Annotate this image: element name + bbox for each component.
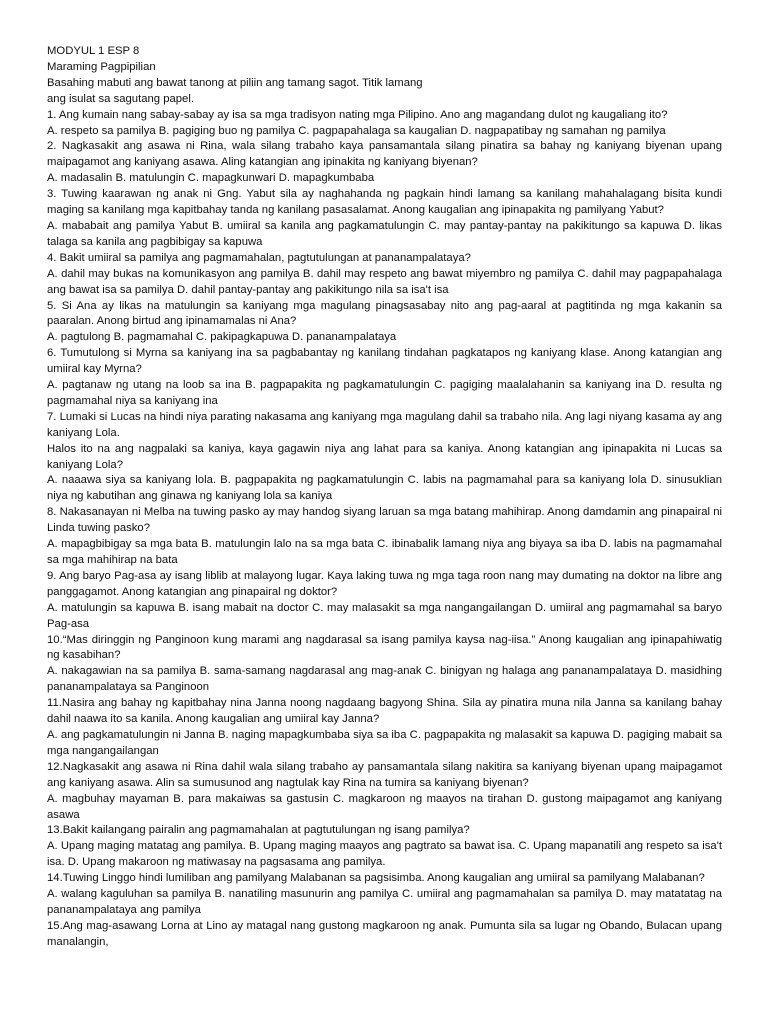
module-title: MODYUL 1 ESP 8	[47, 45, 140, 57]
choices-2: A. madasalin B. matulungin C. mapagkunwari D. mapagkumbaba	[47, 172, 375, 185]
question-4: 4. Bakit umiiral sa pamilya ang pagmamahalan, pagtutulungan at pananampalataya?	[47, 251, 471, 264]
question-15: 15.Ang mag-asawang Lorna at Lino ay matagal nang gustong magkaroon ng anak. Pumunta sila sa lugar ng Obando, Bulacan upang manalangin,	[47, 919, 722, 948]
choices-11: A. ang pagkamatulungin ni Janna B. naging mapagkumbaba siya sa iba C. pagpapakita ng malasakit sa kapuwa D. pagiging mabait sa mga nangangailangan	[47, 728, 722, 757]
question-10: 10.“Mas diringgin ng Panginoon kung marami ang nagdarasal sa isang pamilya kaysa nag-iisa.” Anong kaugalian ang ipinapahiwatig ng kasabihan?	[47, 633, 722, 662]
choices-5: A. pagtulong B. pagmamahal C. pakipagkapuwa D. pananampalataya	[47, 331, 397, 344]
section-title: Maraming Pagpipilian	[47, 60, 156, 73]
question-14: 14.Tuwing Linggo hindi lumiliban ang pamilyang Malabanan sa pagsisimba. Anong kaugalian ang umiiral sa pamilyang Malabanan?	[47, 872, 705, 885]
choices-6: A. pagtanaw ng utang na loob sa ina B. pagpapakita ng pagkamatulungin C. pagiging maalalahanin sa kaniyang ina D. resulta ng pagmamahal niya sa kaniyang ina	[47, 379, 722, 407]
choices-8: A. mapagbibigay sa mga bata B. matulungin lalo na sa mga bata C. ibinabalik lamang niya ang biyaya sa iba D. labis na pagmamahal sa mga mahihirap na bata	[47, 538, 722, 566]
question-8: 8. Nakasanayan ni Melba na tuwing pasko ay may handog siyang laruan sa mga batang mahihirap. Anong damdamin ang pinapairal ni Linda tuwing pasko?	[47, 506, 722, 535]
question-7: 7. Lumaki si Lucas na hindi niya parating nakasama ang kaniyang mga magulang dahil sa trabaho nila. Ang lagi niyang kasama ay ang kaniyang Lola.	[47, 410, 722, 439]
document-header	[47, 44, 722, 108]
question-11: 11.Nasira ang bahay ng kapitbahay nina Janna noong nagdaang bagyong Shina. Sila ay pinatira muna nila Janna sa kanilang bahay dahil naawa ito sa kanila. Anong kaugalian ang umiiral kay Janna?	[47, 697, 722, 726]
choices-4: A. dahil may bukas na komunikasyon ang pamilya B. dahil may respeto ang bawat miyembro ng pamilya C. dahil may pagpapahalaga ang bawat isa sa pamilya D. dahil pantay-pantay ang pakikitungo nila sa isa't isa	[47, 267, 722, 296]
question-5: 5. Si Ana ay likas na matulungin sa kaniyang mga magulang pinagsasabay nito ang pag-aaral at pagtitinda ng mga kakanin sa paaralan. Anong birtud ang ipinamamalas ni Ana?	[47, 299, 722, 328]
question-1: 1. Ang kumain nang sabay-sabay ay isa sa mga tradisyon nating mga Pilipino. Ano ang magandang dulot ng kaugaliang ito?	[47, 108, 668, 121]
choices-13: A. Upang maging matatag ang pamilya. B. Upang maging maayos ang pagtrato sa bawat isa. C. Upang mapanatili ang respeto sa isa't isa. D. Upang makaroon ng matiwasay na pagsasama ang pamilya.	[47, 840, 722, 869]
questions-body	[47, 108, 722, 951]
choices-3: A. mababait ang pamilya Yabut B. umiiral sa kanila ang pagkamatulungin C. may pantay-pantay na pakikitungo sa kapuwa D. likas talaga sa kanila ang pagbibigay sa kapuwa	[47, 219, 722, 248]
question-13: 13.Bakit kailangang pairalin ang pagmamahalan at pagtutulungan ng isang pamilya?	[47, 824, 470, 837]
choices-9: A. matulungin sa kapuwa B. isang mabait na doctor C. may malasakit sa mga nangangailangan D. umiiral ang pagmamahal sa baryo Pag-asa	[47, 601, 722, 630]
question-12: 12.Nagkasakit ang asawa ni Rina dahil wala silang trabaho ay pansamantala silang nakitira sa kaniyang biyenan upang maipagamot ang kaniyang asawa. Alin sa sumusunod ang nagtulak kay Rina na tumira sa kaniyang biyenan?	[47, 760, 722, 789]
instructions-line-1: Basahing mabuti ang bawat tanong at piliin ang tamang sagot. Titik lamang	[47, 76, 423, 89]
question-6: 6. Tumutulong si Myrna sa kaniyang ina sa pagbabantay ng kanilang tindahan pagkatapos ng kaniyang klase. Anong katangian ang umiiral kay Myrna?	[47, 347, 722, 376]
choices-1: A. respeto sa pamilya B. pagiging buo ng pamilya C. pagpapahalaga sa kaugalian D. nagpapatibay ng samahan ng pamilya	[47, 124, 666, 137]
choices-7: A. naaawa siya sa kaniyang lola. B. pagpapakita ng pagkamatulungin C. labis na pagmamahal para sa kaniyang lola D. sinusuklian niya ng kabutihan ang ginawa ng kaniyang lola sa kaniya	[47, 474, 722, 503]
choices-14: A. walang kaguluhan sa pamilya B. nanatiling masunurin ang pamilya C. umiiral ang pagmamahalan sa pamilya D. may matatatag na pananampalataya ang pamilya	[47, 888, 722, 916]
question-2: 2. Nagkasakit ang asawa ni Rina, wala silang trabaho kaya pansamantala silang pinatira sa bahay ng kaniyang biyenan upang maipagamot ang kaniyang asawa. Aling katangian ang ipinakita ng kaniyang biyenan?	[47, 140, 722, 169]
choices-10: A. nakagawian na sa pamilya B. sama-samang nagdarasal ang mag-anak C. binigyan ng halaga ang pananampalataya D. masidhing pananampalataya sa Panginoon	[47, 665, 722, 694]
question-7-continued: Halos ito na ang nagpalaki sa kaniya, kaya gagawin niya ang lahat para sa kaniya. Anong katangian ang ipinapakita ni Lucas sa kaniyang Lola?	[47, 442, 722, 471]
choices-12: A. magbuhay mayaman B. para makaiwas sa gastusin C. magkaroon ng maayos na tirahan D. gustong maipagamot ang kaniyang asawa	[47, 792, 722, 821]
question-9: 9. Ang baryo Pag-asa ay isang liblib at malayong lugar. Kaya laking tuwa ng mga taga roon nang may dumating na doktor na libre ang panggagamot. Anong katangian ang pinapairal ng doktor?	[47, 569, 722, 598]
instructions-line-2: ang isulat sa sagutang papel.	[47, 92, 194, 105]
question-3: 3. Tuwing kaarawan ng anak ni Gng. Yabut sila ay naghahanda ng pagkain hindi lamang sa kanilang mahahalagang bisita kundi maging sa kanilang mga kapitbahay tanda ng kanilang pasasalamat. Anong kaugalian ang ipinapakita ng pamilyang Yabut?	[47, 188, 722, 217]
